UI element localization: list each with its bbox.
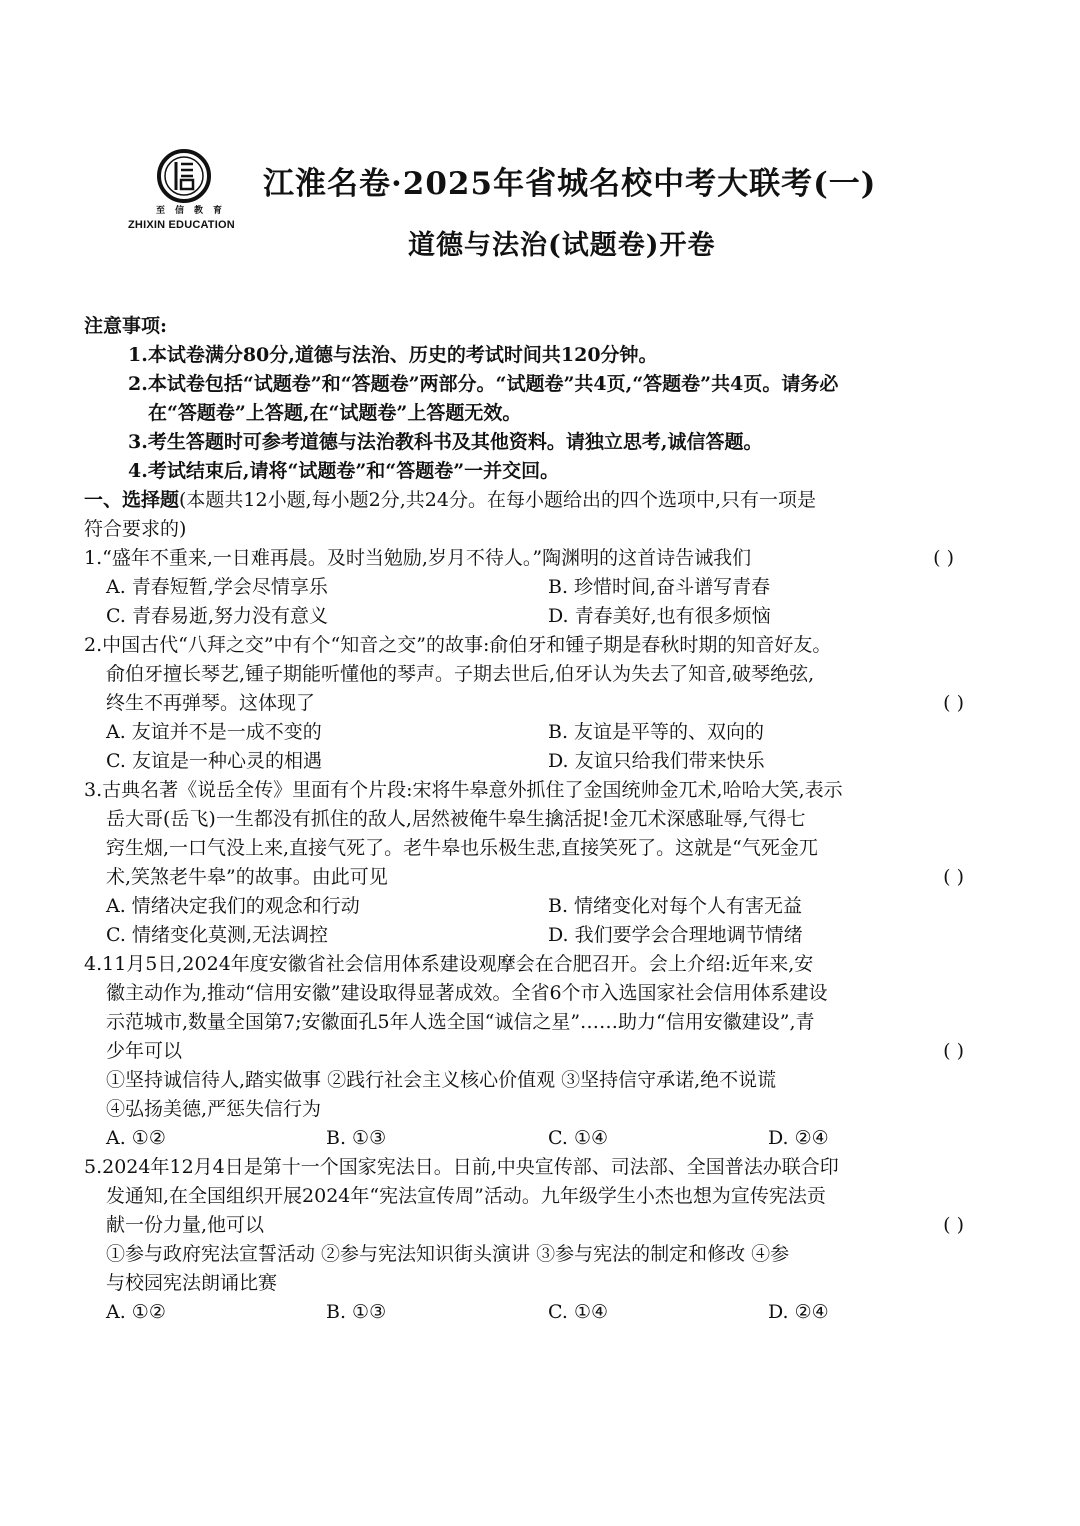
q4-statements-1: ①坚持诚信待人,踏实做事 ②践行社会主义核心价值观 ③坚持信守承诺,绝不说谎 <box>106 1069 777 1091</box>
q4-line-3: 示范城市,数量全国第7;安徽面孔5年人选全国“诚信之星”……助力“信用安徽建设”,青 <box>106 1011 815 1033</box>
q2-option-a: A. 友谊并不是一成不变的 <box>106 721 322 743</box>
answer-paren: ( ) <box>943 866 964 888</box>
q5-line-1: 5.2024年12月4日是第十一个国家宪法日。日前,中央宣传部、司法部、全国普法办联合印 <box>84 1156 839 1178</box>
q1-stem-text: 1.“盛年不重来,一日难再晨。及时当勉励,岁月不待人。”陶渊明的这首诗告诫我们 <box>84 547 752 569</box>
q1-option-d: D. 青春美好,也有很多烦恼 <box>548 605 771 627</box>
q4-line-2: 徽主动作为,推动“信用安徽”建设取得显著成效。全省6个市入选国家社会信用体系建设 <box>106 982 828 1004</box>
q2-option-b: B. 友谊是平等的、双向的 <box>548 721 765 743</box>
q3-option-b: B. 情绪变化对每个人有害无益 <box>548 895 803 917</box>
q5-option-b: B. ①③ <box>326 1301 387 1323</box>
q5-option-d: D. ②④ <box>768 1301 829 1323</box>
q4-option-b: B. ①③ <box>326 1127 387 1149</box>
q4-statements-2: ④弘扬美德,严惩失信行为 <box>106 1098 322 1120</box>
logo-english-name: ZHIXIN EDUCATION <box>128 219 235 231</box>
q5-statements-2: 与校园宪法朗诵比赛 <box>106 1272 278 1294</box>
q5-line-2: 发通知,在全国组织开展2024年“宪法宣传周”活动。九年级学生小杰也想为宣传宪法贡 <box>106 1185 826 1207</box>
notice-item-3: 3.考生答题时可参考道德与法治教科书及其他资料。请独立思考,诚信答题。 <box>128 431 763 453</box>
q5-statements-1: ①参与政府宪法宣誓活动 ②参与宪法知识街头演讲 ③参与宪法的制定和修改 ④参 <box>106 1243 790 1265</box>
q1-line-1 <box>84 544 964 572</box>
q2-line-2: 俞伯牙擅长琴艺,锺子期能听懂他的琴声。子期去世后,伯牙认为失去了知音,破琴绝弦, <box>106 663 815 685</box>
q3-line-2: 岳大哥(岳飞)一生都没有抓住的敌人,居然被俺牛皋生擒活捉!金兀术深感耻辱,气得七 <box>106 808 806 830</box>
notice-heading: 注意事项: <box>84 315 168 337</box>
q3-stem-end: 术,笑煞老牛皋”的故事。由此可见 <box>106 866 388 888</box>
q3-option-c: C. 情绪变化莫测,无法调控 <box>106 924 328 946</box>
q3-option-a: A. 情绪决定我们的观念和行动 <box>106 895 360 917</box>
section-title: 一、选择题 <box>84 489 180 511</box>
answer-paren: ( ) <box>933 547 954 569</box>
q5-stem-end: 献一份力量,他可以 <box>106 1214 265 1236</box>
q5-option-c: C. ①④ <box>548 1301 609 1323</box>
q2-line-3 <box>106 689 964 717</box>
q3-line-3: 窍生烟,一口气没上来,直接气死了。老牛皋也乐极生悲,直接笑死了。这就是“气死金兀 <box>106 837 818 859</box>
q5-option-a: A. ①② <box>106 1301 166 1323</box>
notice-item-4: 4.考试结束后,请将“试题卷”和“答题卷”一并交回。 <box>128 460 560 482</box>
q4-line-4 <box>106 1037 964 1065</box>
notice-item-2: 2.本试卷包括“试题卷”和“答题卷”两部分。“试题卷”共4页,“答题卷”共4页。请务必 <box>128 373 839 395</box>
answer-paren: ( ) <box>943 1214 964 1236</box>
section-desc-2: 符合要求的) <box>84 518 187 540</box>
exam-subtitle: 道德与法治(试题卷)开卷 <box>408 230 716 261</box>
q4-option-d: D. ②④ <box>768 1127 829 1149</box>
q1-option-b: B. 珍惜时间,奋斗谱写青春 <box>548 576 771 598</box>
q4-option-a: A. ①② <box>106 1127 166 1149</box>
q2-line-1: 2.中国古代“八拜之交”中有个“知音之交”的故事:俞伯牙和锺子期是春秋时期的知音好友。 <box>84 634 832 656</box>
exam-title: 江淮名卷·2025年省城名校中考大联考(一) <box>263 166 877 202</box>
q1-option-a: A. 青春短暂,学会尽情享乐 <box>106 576 328 598</box>
q2-option-d: D. 友谊只给我们带来快乐 <box>548 750 765 772</box>
q4-option-c: C. ①④ <box>548 1127 609 1149</box>
answer-paren: ( ) <box>943 1040 964 1062</box>
logo-chinese-name: 至信教育 <box>156 206 233 216</box>
q3-option-d: D. 我们要学会合理地调节情绪 <box>548 924 803 946</box>
q2-stem-end: 终生不再弹琴。这体现了 <box>106 692 316 714</box>
header <box>128 148 990 261</box>
q3-line-1: 3.古典名著《说岳全传》里面有个片段:宋将牛皋意外抓住了金国统帅金兀术,哈哈大笑,表示 <box>84 779 843 801</box>
q3-line-4 <box>106 863 964 891</box>
q4-line-1: 4.11月5日,2024年度安徽省社会信用体系建设观摩会在合肥召开。会上介绍:近年来,安 <box>84 953 814 975</box>
notice-item-1: 1.本试卷满分80分,道德与法治、历史的考试时间共120分钟。 <box>128 344 658 366</box>
q1-option-c: C. 青春易逝,努力没有意义 <box>106 605 328 627</box>
section-desc-1: (本题共12小题,每小题2分,共24分。在每小题给出的四个选项中,只有一项是 <box>179 489 816 511</box>
section-header <box>84 486 816 514</box>
q4-stem-end: 少年可以 <box>106 1040 183 1062</box>
q5-line-3 <box>106 1211 964 1239</box>
notice-item-2-cont: 在“答题卷”上答题,在“试题卷”上答题无效。 <box>148 402 522 424</box>
answer-paren: ( ) <box>943 692 964 714</box>
q2-option-c: C. 友谊是一种心灵的相遇 <box>106 750 322 772</box>
